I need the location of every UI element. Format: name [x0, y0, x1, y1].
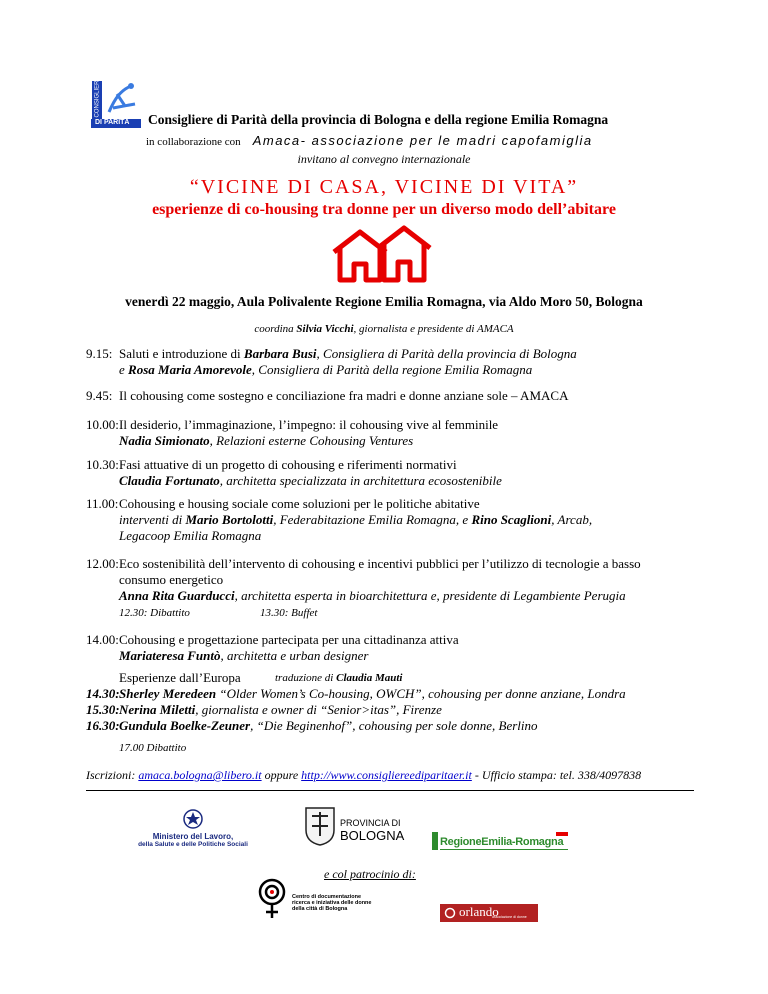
ministero-logo	[128, 808, 258, 856]
provincia-line-2: BOLOGNA	[340, 828, 405, 843]
s2-text: Il cohousing come sostegno e conciliazione fra madri e donne anziane sole – AMACA	[119, 388, 569, 403]
s4-text: Fasi attuative di un progetto di cohousing e riferimenti normativi	[119, 457, 457, 472]
s4-speaker: Claudia Fortunato	[119, 473, 220, 488]
date-place: venerdì 22 maggio, Aula Polivalente Regione Emilia Romagna, via Aldo Moro 50, Bologna	[125, 294, 643, 309]
s7-role: , architetta e urban designer	[220, 648, 369, 663]
centro-logo	[256, 878, 396, 920]
europe-time: 16.30:	[86, 718, 120, 733]
final-debate: 17.00 Dibattito	[119, 742, 187, 754]
trans-prefix: traduzione di	[275, 672, 337, 684]
venus-symbol-icon	[256, 878, 288, 920]
europe-speaker: Nerina Miletti	[119, 702, 196, 717]
s3-text: Il desiderio, l’immaginazione, l’impegno: il cohousing vive al femminile	[119, 417, 499, 432]
s6-speaker: Anna Rita Guarducci	[119, 588, 235, 603]
centro-text: Centro di documentazione ricerca e iniziativa delle donne della città di Bologna	[292, 894, 372, 912]
session-time: 10.30:	[86, 457, 119, 472]
europe-desc: , giornalista e owner di “Senior>itas”, Firenze	[195, 702, 442, 717]
s1-text: Saluti e introduzione di	[119, 346, 244, 361]
email-link[interactable]: amaca.bologna@libero.it	[138, 768, 262, 782]
patronage-text: e col patrocinio di:	[324, 867, 416, 881]
s1-role-2: , Consigliera di Parità della regione Emilia Romagna	[251, 362, 533, 377]
s6-role: , architetta esperta in bioarchitettura e, presidente di Legambiente Perugia	[234, 588, 626, 603]
europe-heading: Esperienze dall’Europa	[119, 670, 241, 685]
s3-role: , Relazioni esterne Cohousing Ventures	[209, 433, 414, 448]
s5-role-1: , Federabitazione Emilia Romagna, e	[273, 512, 472, 527]
orlando-mark-icon	[444, 907, 456, 919]
europe-desc: “Older Women’s Co-housing, OWCH”, cohousing per donne anziane, Londra	[216, 686, 626, 701]
coord-prefix: coordina	[254, 323, 294, 335]
s7-text: Cohousing e progettazione partecipata per una cittadinanza attiva	[119, 632, 459, 647]
regione-text: RegioneEmilia-Romagna	[440, 836, 564, 848]
registration-line	[86, 768, 641, 783]
s1-speaker-1: Barbara Busi	[243, 346, 317, 361]
header-title: Consigliere di Parità della provincia di Bologna e della regione Emilia Romagna	[148, 112, 609, 127]
s5-speaker-1: Mario Bortolotti	[185, 512, 274, 527]
s5-prefix: interventi di	[119, 512, 186, 527]
europe-time: 14.30:	[86, 686, 120, 701]
invite-text: invitano al convegno internazionale	[297, 152, 471, 166]
coord-suffix: , giornalista e presidente di AMACA	[353, 323, 514, 335]
regione-logo	[432, 832, 572, 852]
trans-name: Claudia Mauti	[336, 672, 403, 684]
s5-text: Cohousing e housing sociale come soluzioni per le politiche abitative	[119, 496, 480, 511]
provincia-logo	[304, 806, 414, 848]
provincia-line-1: PROVINCIA DI	[340, 818, 401, 828]
europe-time: 15.30:	[86, 702, 120, 717]
ministero-line-1: Ministero del Lavoro,	[152, 832, 234, 841]
iscr-mid: oppure	[261, 768, 302, 782]
europe-desc: , “Die Beginenhof”, cohousing per sole donne, Berlino	[250, 718, 538, 733]
s1-speaker-2: Rosa Maria Amorevole	[128, 362, 252, 377]
session-time: 11.00:	[86, 496, 119, 511]
break-buffet: 13.30: Buffet	[260, 607, 318, 619]
s1-role-1: , Consigliera di Parità della provincia di Bologna	[316, 346, 577, 361]
session-time: 9.15:	[86, 346, 113, 361]
session-time: 12.00:	[86, 556, 119, 571]
s1-and: e	[119, 362, 129, 377]
s5-role-3: Legacoop Emilia Romagna	[119, 528, 262, 543]
translation	[275, 672, 402, 684]
break-debate: 12.30: Dibattito	[119, 607, 190, 619]
event-subtitle: esperienze di co-housing tra donne per un diverso modo dell’abitare	[152, 201, 616, 218]
houses-icon	[330, 222, 434, 286]
s7-speaker: Mariateresa Funtò	[119, 648, 221, 663]
collaboration-line	[146, 132, 593, 150]
s4-role: , architetta specializzata in architettura ecosostenibile	[219, 473, 502, 488]
s5-speaker-2: Rino Scaglioni	[471, 512, 552, 527]
emblem-icon	[181, 808, 205, 830]
europe-speaker: Sherley Meredeen	[119, 686, 217, 701]
collab-prefix: in collaborazione con	[146, 136, 241, 148]
orlando-logo	[440, 904, 538, 922]
session-time: 9.45:	[86, 388, 113, 403]
website-link[interactable]: http://www.consigliereediparitaer.it	[301, 768, 472, 782]
coord-name: Silvia Vicchi	[296, 323, 354, 335]
ministero-line-2: della Salute e delle Politiche Sociali	[138, 841, 248, 848]
s6-text-1: Eco sostenibilità dell’intervento di cohousing e incentivi pubblici per l’utilizzo di tecnologie a basso	[119, 556, 641, 571]
logo-text-top: CONSIGLIERE	[94, 76, 101, 118]
session-time: 10.00:	[86, 417, 119, 432]
divider	[86, 790, 694, 791]
press-office: - Ufficio stampa: tel. 338/4097838	[471, 768, 642, 782]
event-title: “VICINE DI CASA, VICINE DI VITA”	[189, 176, 579, 198]
iscr-prefix: Iscrizioni:	[86, 768, 139, 782]
s5-role-2: , Arcab,	[551, 512, 593, 527]
s6-text-2: consumo energetico	[119, 572, 224, 587]
logo-text-bottom: DI PARITÀ	[95, 119, 130, 126]
coordinator	[0, 323, 768, 335]
europe-speaker: Gundula Boelke-Zeuner	[119, 718, 251, 733]
orlando-text: orlando	[459, 904, 499, 919]
orlando-sub: associazione di donne	[492, 915, 527, 919]
consigliere-logo	[91, 76, 141, 128]
session-time: 14.00:	[86, 632, 119, 647]
s3-speaker: Nadia Simionato	[119, 433, 210, 448]
shield-icon	[304, 806, 336, 846]
collab-org: Amaca- associazione per le madri capofamiglia	[252, 133, 593, 148]
